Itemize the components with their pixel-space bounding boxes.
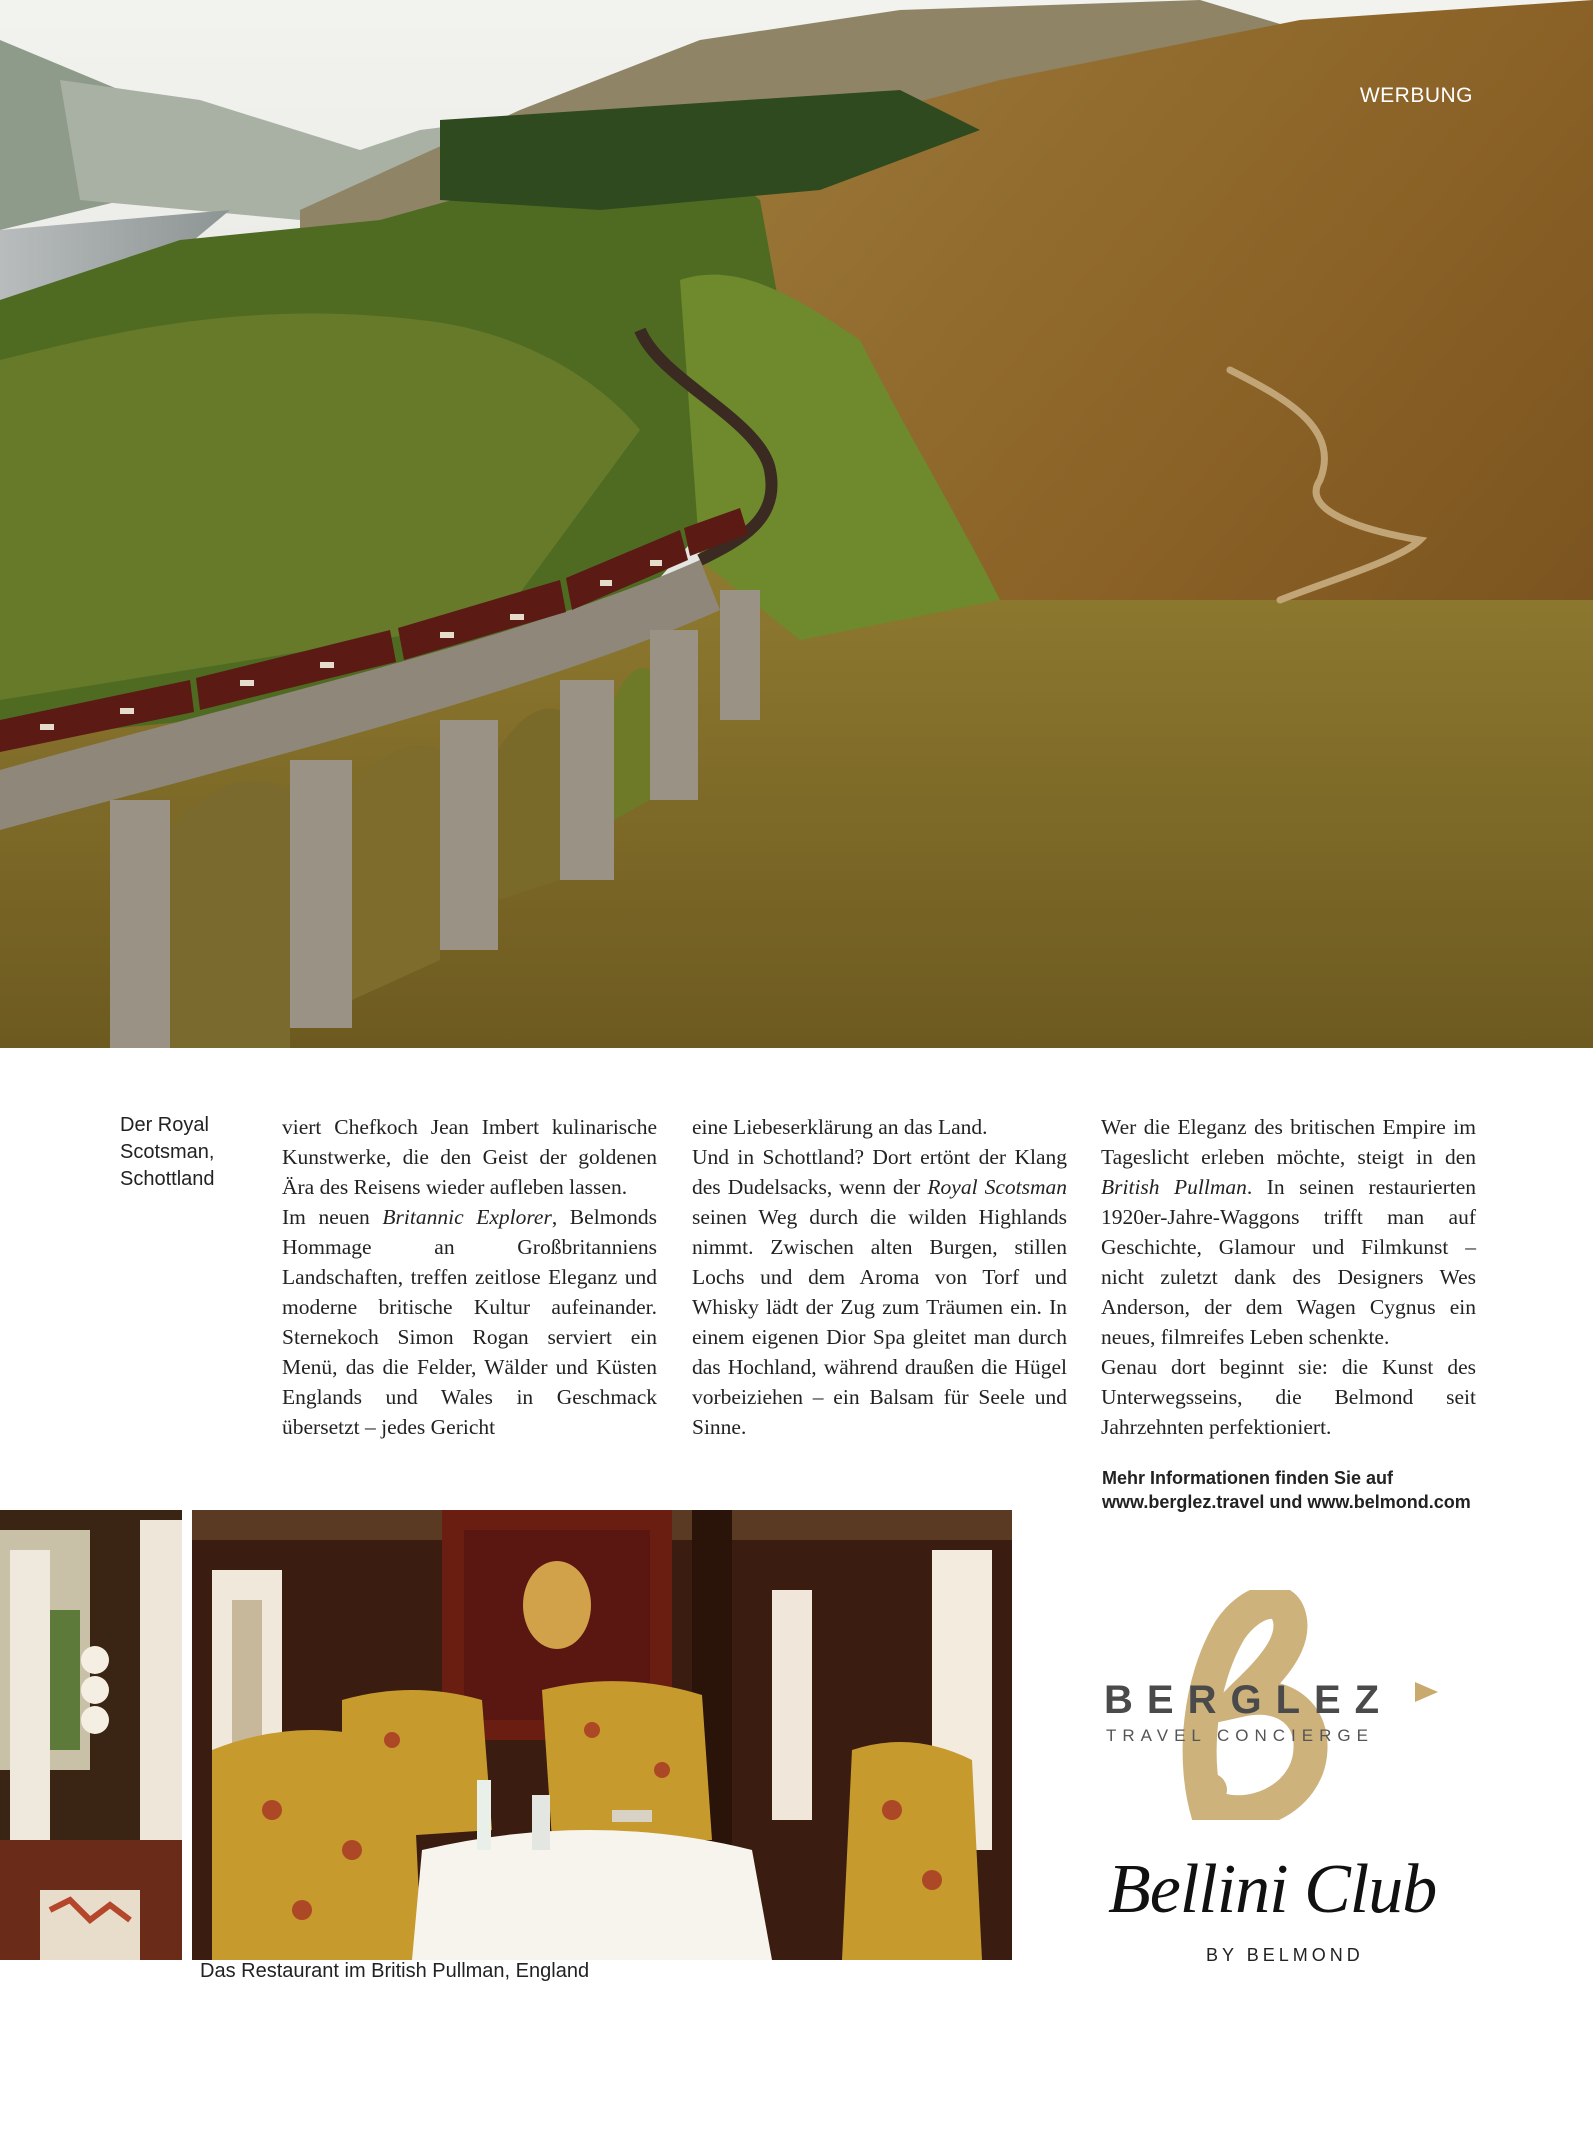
carriage-interior-photo <box>0 1510 182 1960</box>
paragraph: Und in Schottland? Dort ertönt der Klang des Dudelsacks, wenn der Royal Scotsman seinen Weg durch die wilden Highlands nimmt. Zwischen alten Burgen, stillen Lochs und dem Aroma von Torf und Whisky lädt der Zug zum Träumen ein. In einem eigenen Dior Spa gleitet man durch das Hochland, während draußen die Hügel vorbeiziehen – ein Balsam für Seele und Sinne. <box>692 1145 1068 1439</box>
train-name: Royal Scotsman <box>927 1175 1068 1199</box>
article-column-3 <box>1101 1112 1476 1442</box>
paragraph: viert Chefkoch Jean Imbert kulinarische Kunstwerke, die den Geist der goldenen Ära des Reisens wieder aufleben lassen. <box>282 1115 657 1199</box>
restaurant-photo <box>192 1510 1012 1960</box>
paragraph: Wer die Eleganz des britischen Empire im Tageslicht erleben möchte, steigt in den British Pullman. In seinen restaurierten 1920er-Jahre-Waggons trifft man auf Geschichte, Glamour und Filmkunst – nicht zuletzt dank des Designers Wes Anderson, der dem Wagen Cygnus ein neues, filmreifes Leben schenkte. <box>1101 1115 1476 1349</box>
advertisement-tag: WERBUNG <box>1359 84 1473 107</box>
restaurant-caption: Das Restaurant im British Pullman, England <box>200 1960 590 1982</box>
hero-caption-line: Scotsman, <box>120 1141 215 1163</box>
more-info-line: Mehr Informationen finden Sie auf <box>1102 1468 1394 1488</box>
restaurant-illustration <box>192 1510 1012 1960</box>
article-column-1 <box>282 1112 657 1442</box>
train-name: Britannic Explorer <box>382 1205 552 1229</box>
berglez-tagline: TRAVEL CONCIERGE <box>1106 1726 1374 1745</box>
train-name: British Pullman <box>1101 1175 1247 1199</box>
paragraph: eine Liebeserklärung an das Land. <box>692 1115 988 1139</box>
more-info-links[interactable]: www.berglez.travel und www.belmond.com <box>1102 1492 1471 1512</box>
hero-caption-line: Der Royal <box>120 1114 209 1136</box>
carriage-window-illustration <box>0 1510 182 1960</box>
article-column-2 <box>692 1112 1067 1442</box>
hero-photo <box>0 0 1593 1048</box>
berglez-wordmark: BERGLEZ <box>1104 1678 1394 1722</box>
paragraph: Im neuen Britannic Explorer, Belmonds Hommage an Großbritanniens Landschaften, treffen zeitlose Eleganz und moderne britische Kultur aufeinander. Sternekoch Simon Rogan serviert ein Menü, das die Felder, Wälder und Küsten Englands und Wales in Geschmack übersetzt – jedes Gericht <box>282 1205 658 1439</box>
hero-caption <box>120 1112 230 1193</box>
bellini-club-tagline: BY BELMOND <box>1206 1945 1364 1965</box>
more-info <box>1102 1466 1502 1514</box>
hero-caption-line: Schottland <box>120 1168 215 1190</box>
bellini-club-wordmark[interactable]: Bellini Club <box>1108 1851 1437 1928</box>
viaduct-landscape-illustration <box>0 0 1593 1048</box>
berglez-logo[interactable] <box>1100 1590 1460 1820</box>
paragraph: Genau dort beginnt sie: die Kunst des Unterwegsseins, die Belmond seit Jahrzehnten perfektioniert. <box>1101 1355 1476 1439</box>
